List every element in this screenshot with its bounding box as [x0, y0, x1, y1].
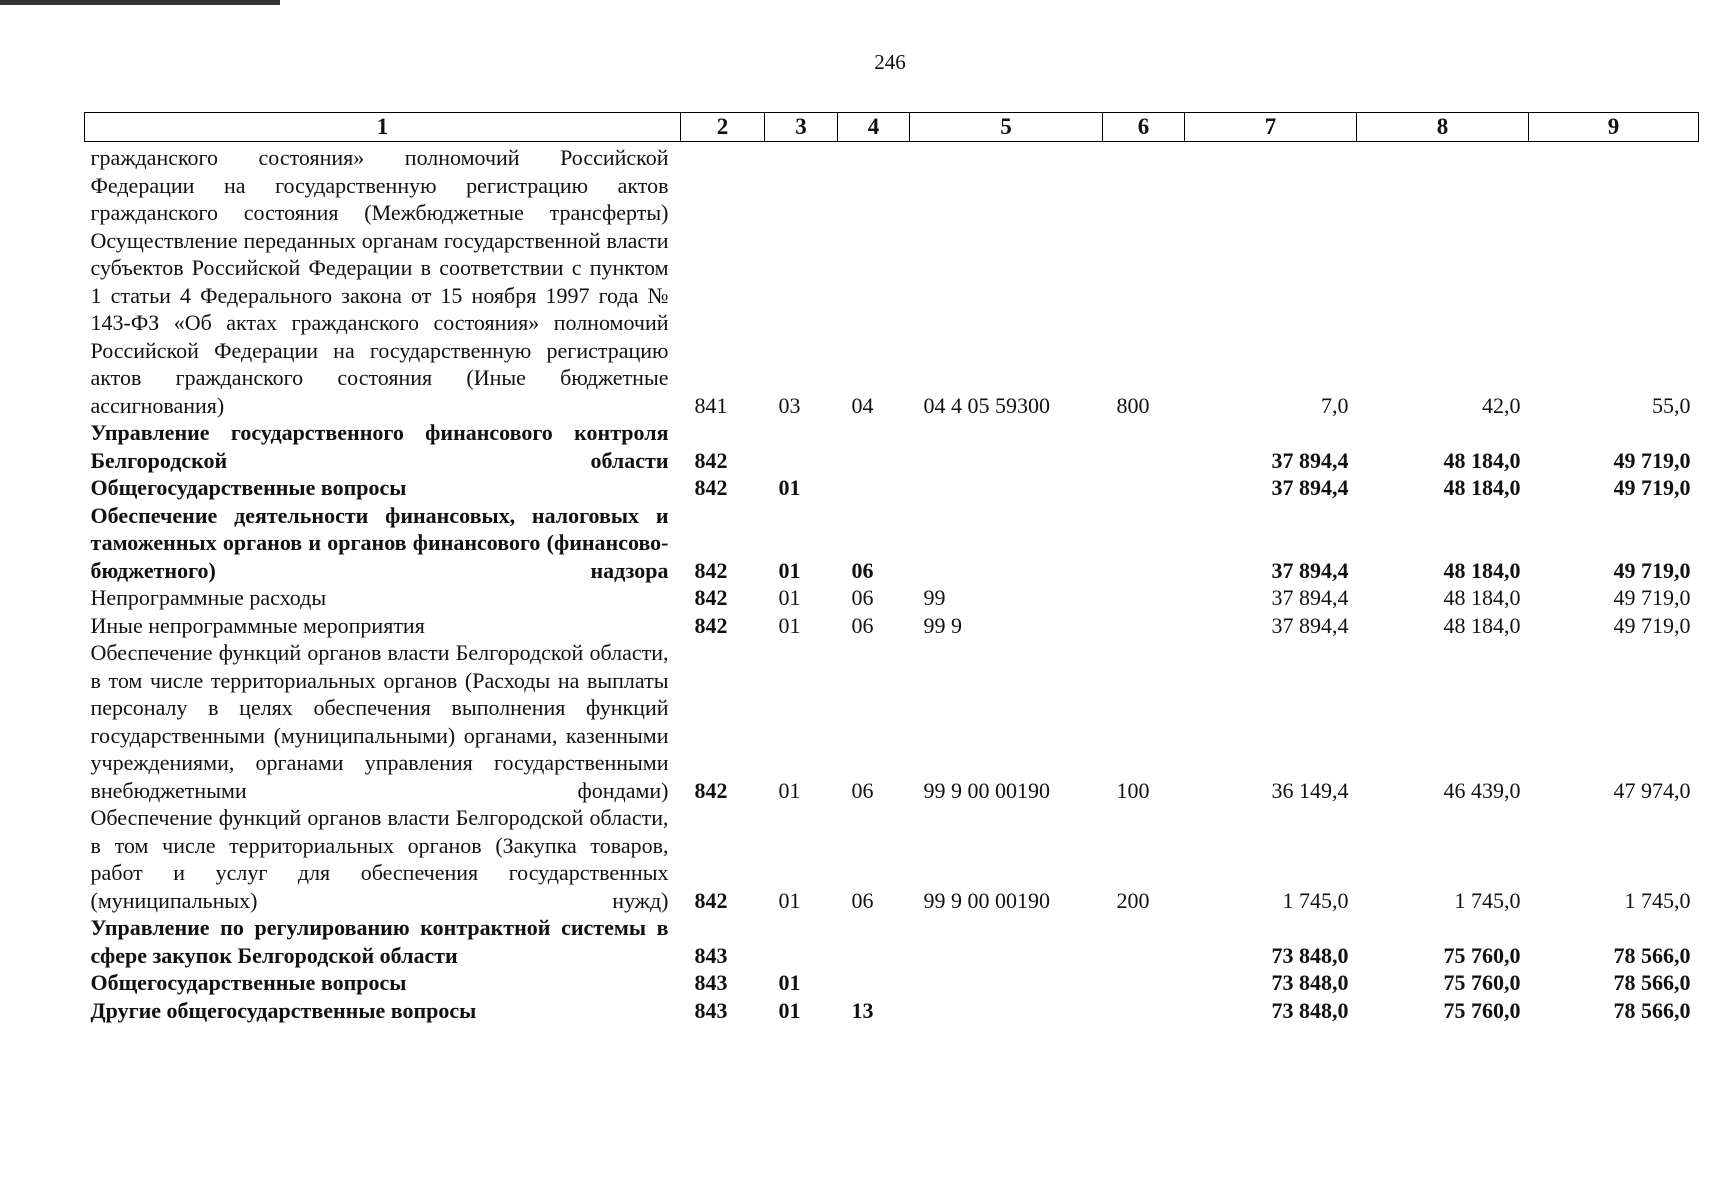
- scan-edge-line: [0, 0, 280, 5]
- amount-year-1: 73 848,0: [1271, 942, 1349, 968]
- chapter-code: 842: [694, 612, 728, 638]
- target-article-code: [910, 474, 1103, 502]
- table-row: [85, 914, 1699, 969]
- chapter-code: 842: [694, 475, 728, 500]
- column-header-8: 8: [1357, 113, 1529, 142]
- amount-year-2: 48 184,0: [1443, 585, 1521, 610]
- amount-year-3: 49 719,0: [1613, 585, 1691, 610]
- subsection-code: [838, 419, 910, 474]
- expense-type-code: [1103, 474, 1185, 502]
- amount-year-3: 1 745,0: [1624, 887, 1691, 913]
- row-description: Непрограммные расходы: [90, 585, 327, 610]
- table-row: [85, 612, 1699, 640]
- table-row: [85, 804, 1699, 914]
- column-header-3: 3: [765, 113, 838, 142]
- expense-type-code: 200: [1116, 887, 1150, 913]
- subsection-code: 06: [851, 585, 874, 610]
- subsection-code: [838, 969, 910, 997]
- expense-type-code: [1103, 502, 1185, 585]
- target-article-code: [910, 997, 1103, 1025]
- amount-year-3: 49 719,0: [1613, 612, 1691, 638]
- budget-table: [84, 112, 1699, 1024]
- table-row: [85, 502, 1699, 585]
- row-description: Обеспечение функций органов власти Белгородской области, в том числе территориальных органов (Закупка товаров, работ и услуг для обеспечения государственных (муниципальных) нужд): [90, 805, 669, 913]
- amount-year-3: 78 566,0: [1613, 970, 1691, 995]
- amount-year-1: 37 894,4: [1271, 612, 1349, 638]
- amount-year-1: 73 848,0: [1271, 997, 1349, 1023]
- row-description: Иные непрограммные мероприятия: [90, 612, 425, 638]
- expense-type-code: [1103, 914, 1185, 969]
- chapter-code: 842: [694, 557, 728, 583]
- amount-year-3: 47 974,0: [1613, 777, 1691, 803]
- amount-year-3: [1529, 142, 1699, 227]
- subsection-code: 06: [851, 557, 874, 583]
- table-row: [85, 639, 1699, 804]
- amount-year-1: 37 894,4: [1271, 585, 1349, 610]
- page-number: 246: [874, 50, 906, 74]
- section-code: [765, 419, 838, 474]
- column-header-4: 4: [838, 113, 910, 142]
- section-code: 01: [778, 585, 801, 610]
- expense-type-code: 100: [1116, 777, 1150, 803]
- target-article-code: [910, 914, 1103, 969]
- target-article-code: [910, 142, 1103, 227]
- row-description: Осуществление переданных органам государственной власти субъектов Российской Федерации в соответствии с пунктом 1 статьи 4 Федерального закона от 15 ноября 1997 года № 143-ФЗ «Об актах гражданского состояния» полномочий Российской Федерации на государственную регистрацию актов гражданского состояния (Иные бюджетные ассигнования): [90, 227, 669, 418]
- expense-type-code: [1103, 997, 1185, 1025]
- amount-year-3: 49 719,0: [1613, 447, 1691, 473]
- column-header-5: 5: [910, 113, 1103, 142]
- section-code: 01: [778, 997, 801, 1023]
- amount-year-2: 75 760,0: [1443, 942, 1521, 968]
- amount-year-2: 1 745,0: [1454, 887, 1521, 913]
- chapter-code: 842: [694, 887, 728, 913]
- target-article-code: 99 9: [923, 612, 962, 638]
- amount-year-3: 49 719,0: [1613, 557, 1691, 583]
- row-description: Обеспечение деятельности финансовых, налоговых и таможенных органов и органов финансового (финансово-бюджетного) надзора: [90, 502, 669, 583]
- section-code: 01: [778, 612, 801, 638]
- table-row: [85, 142, 1699, 227]
- amount-year-1: 37 894,4: [1271, 557, 1349, 583]
- amount-year-1: 1 745,0: [1282, 887, 1349, 913]
- target-article-code: 99 9 00 00190: [923, 887, 1050, 913]
- column-header-9: 9: [1529, 113, 1699, 142]
- amount-year-3: 49 719,0: [1613, 475, 1691, 500]
- row-description: Управление государственного финансового контроля Белгородской области: [90, 420, 669, 473]
- section-code: 01: [778, 970, 801, 995]
- section-code: 01: [778, 475, 801, 500]
- column-header-1: 1: [85, 113, 681, 142]
- chapter-code: 841: [694, 392, 728, 418]
- amount-year-1: 36 149,4: [1271, 777, 1349, 803]
- table-row: [85, 474, 1699, 502]
- row-description: Управление по регулированию контрактной системы в сфере закупок Белгородской области: [90, 915, 669, 968]
- amount-year-2: 42,0: [1482, 392, 1521, 418]
- chapter-code: 843: [694, 942, 728, 968]
- chapter-code: 842: [694, 447, 728, 473]
- subsection-code: [838, 914, 910, 969]
- row-description: гражданского состояния» полномочий Российской Федерации на государственную регистрацию актов гражданского состояния (Межбюджетные трансферты): [90, 145, 669, 225]
- amount-year-1: 73 848,0: [1271, 970, 1349, 995]
- amount-year-3: 55,0: [1652, 392, 1691, 418]
- chapter-code: 842: [694, 585, 728, 610]
- amount-year-3: 78 566,0: [1613, 997, 1691, 1023]
- column-header-7: 7: [1185, 113, 1357, 142]
- subsection-code: 06: [851, 887, 874, 913]
- target-article-code: [910, 502, 1103, 585]
- subsection-code: 06: [851, 777, 874, 803]
- column-header-2: 2: [681, 113, 765, 142]
- section-code: 03: [778, 392, 801, 418]
- table-body: [85, 142, 1699, 1025]
- expense-type-code: [1103, 419, 1185, 474]
- target-article-code: [910, 969, 1103, 997]
- amount-year-2: 48 184,0: [1443, 475, 1521, 500]
- subsection-code: 06: [851, 612, 874, 638]
- header-row: [85, 113, 1699, 142]
- amount-year-1: [1185, 142, 1357, 227]
- amount-year-1: 7,0: [1321, 392, 1349, 418]
- row-description: Другие общегосударственные вопросы: [90, 997, 477, 1023]
- row-description: Общегосударственные вопросы: [90, 475, 407, 500]
- table-row: [85, 227, 1699, 420]
- table-row: [85, 584, 1699, 612]
- amount-year-3: 78 566,0: [1613, 942, 1691, 968]
- row-description: Общегосударственные вопросы: [90, 970, 407, 995]
- amount-year-2: 48 184,0: [1443, 612, 1521, 638]
- target-article-code: 04 4 05 59300: [923, 392, 1050, 418]
- subsection-code: [838, 142, 910, 227]
- amount-year-2: 48 184,0: [1443, 447, 1521, 473]
- target-article-code: [910, 419, 1103, 474]
- section-code: [765, 914, 838, 969]
- table-row: [85, 997, 1699, 1025]
- amount-year-1: 37 894,4: [1271, 475, 1349, 500]
- subsection-code: [838, 474, 910, 502]
- amount-year-1: 37 894,4: [1271, 447, 1349, 473]
- chapter-code: 843: [694, 997, 728, 1023]
- subsection-code: 13: [851, 997, 874, 1023]
- amount-year-2: 75 760,0: [1443, 997, 1521, 1023]
- expense-type-code: [1103, 142, 1185, 227]
- section-code: 01: [778, 777, 801, 803]
- chapter-code: 842: [694, 777, 728, 803]
- target-article-code: 99: [923, 585, 946, 610]
- amount-year-2: 75 760,0: [1443, 970, 1521, 995]
- table-row: [85, 969, 1699, 997]
- budget-table-container: [84, 112, 1698, 1024]
- target-article-code: 99 9 00 00190: [923, 777, 1050, 803]
- subsection-code: 04: [851, 392, 874, 418]
- section-code: 01: [778, 887, 801, 913]
- amount-year-2: 46 439,0: [1443, 777, 1521, 803]
- table-row: [85, 419, 1699, 474]
- section-code: 01: [778, 557, 801, 583]
- chapter-code: 843: [694, 970, 728, 995]
- amount-year-2: 48 184,0: [1443, 557, 1521, 583]
- expense-type-code: [1103, 969, 1185, 997]
- expense-type-code: [1103, 612, 1185, 640]
- expense-type-code: [1103, 584, 1185, 612]
- chapter-code: [681, 142, 765, 227]
- row-description: Обеспечение функций органов власти Белгородской области, в том числе территориальных органов (Расходы на выплаты персоналу в целях обеспечения выполнения функций государственными (муниципальными) органами, казенными учреждениями, органами управления государственными внебюджетными фондами): [90, 640, 669, 803]
- amount-year-2: [1357, 142, 1529, 227]
- section-code: [765, 142, 838, 227]
- expense-type-code: 800: [1116, 392, 1150, 418]
- column-header-6: 6: [1103, 113, 1185, 142]
